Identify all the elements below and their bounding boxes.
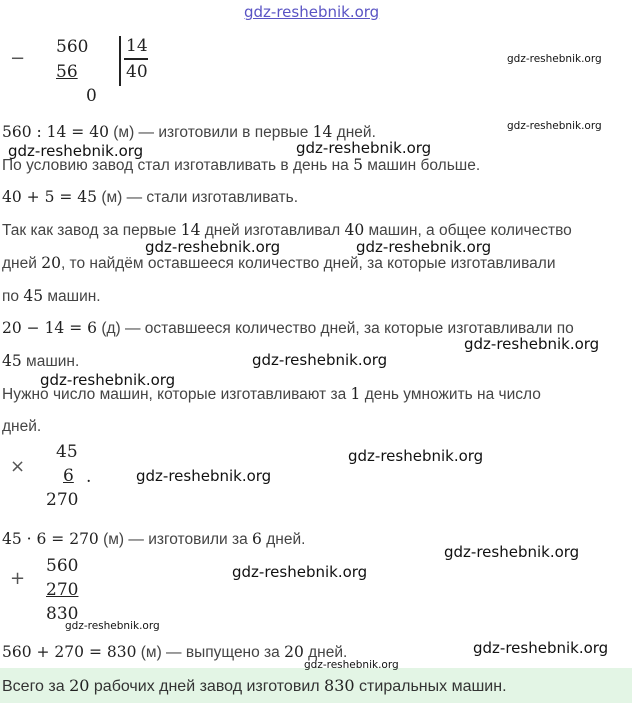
- watermark: gdz-reshebnik.org: [296, 139, 432, 157]
- add-result: 830: [46, 604, 79, 624]
- division-subtrahend: 56: [56, 62, 78, 82]
- answer-text: Всего за 20 рабочих дней завод изготовил 830 стиральных машин.: [2, 676, 507, 695]
- add-b: 270: [46, 580, 79, 600]
- watermark: gdz-reshebnik.org: [507, 120, 602, 132]
- watermark: gdz-reshebnik.org: [473, 639, 609, 657]
- multiply-operator: ×: [10, 456, 26, 477]
- division-bar: [119, 36, 121, 86]
- line-11: 45 · 6 = 270 (м) — изготовили за 6 дней.: [2, 530, 306, 548]
- multiply-b: 6: [63, 466, 74, 486]
- watermark: gdz-reshebnik.org: [348, 447, 484, 465]
- equation: 560 + 270 = 830: [2, 643, 137, 661]
- watermark: gdz-reshebnik.org: [444, 543, 580, 561]
- division-line: [124, 58, 148, 60]
- watermark: gdz-reshebnik.org: [232, 563, 368, 581]
- multiply-dot: .: [86, 467, 92, 487]
- multiply-a: 45: [56, 442, 78, 462]
- division-divisor: 14: [126, 36, 148, 56]
- division-quotient: 40: [126, 62, 148, 82]
- watermark: gdz-reshebnik.org: [136, 467, 272, 485]
- equation: 20 − 14 = 6: [2, 319, 97, 337]
- equation: 560 : 14 = 40: [2, 123, 109, 141]
- line-7: 20 − 14 = 6 (д) — оставшееся количество дней, за которые изготавливали по: [2, 319, 574, 337]
- line-10: дней.: [2, 418, 42, 435]
- line-3: 40 + 5 = 45 (м) — стали изготавливать.: [2, 188, 299, 206]
- watermark: gdz-reshebnik.org: [40, 371, 176, 389]
- watermark: gdz-reshebnik.org: [8, 142, 144, 160]
- add-a: 560: [46, 556, 79, 576]
- line-2: По условию завод стал изготавливать в день на 5 машин больше.: [2, 156, 481, 174]
- equation: 40 + 5 = 45: [2, 188, 97, 206]
- line-4: Так как завод за первые 14 дней изготавливал 40 машин, а общее количество: [2, 221, 572, 239]
- division-dividend: 560: [56, 37, 89, 57]
- watermark: gdz-reshebnik.org: [507, 53, 602, 65]
- line-12: 560 + 270 = 830 (м) — выпущено за 20 дней.: [2, 643, 348, 661]
- division-remainder: 0: [86, 86, 97, 106]
- add-operator: +: [10, 568, 26, 589]
- multiply-result: 270: [46, 490, 79, 510]
- watermark: gdz-reshebnik.org: [356, 238, 492, 256]
- line-5: дней 20, то найдём оставшееся количество дней, за которые изготавливали: [2, 254, 556, 272]
- line-9: Нужно число машин, которые изготавливают за 1 день умножить на число: [2, 385, 541, 403]
- line-8: 45 машин.: [2, 352, 80, 370]
- watermark: gdz-reshebnik.org: [65, 620, 160, 632]
- watermark: gdz-reshebnik.org: [252, 351, 388, 369]
- watermark: gdz-reshebnik.org: [145, 238, 281, 256]
- line-1: 560 : 14 = 40 (м) — изготовили в первые 14 дней.: [2, 123, 376, 141]
- equation: 45 · 6 = 270: [2, 530, 99, 548]
- division-operator: −: [10, 48, 26, 69]
- watermark: gdz-reshebnik.org: [464, 335, 600, 353]
- line-6: по 45 машин.: [2, 287, 101, 305]
- watermark-top[interactable]: gdz-reshebnik.org: [244, 3, 380, 21]
- watermark: gdz-reshebnik.org: [304, 659, 399, 671]
